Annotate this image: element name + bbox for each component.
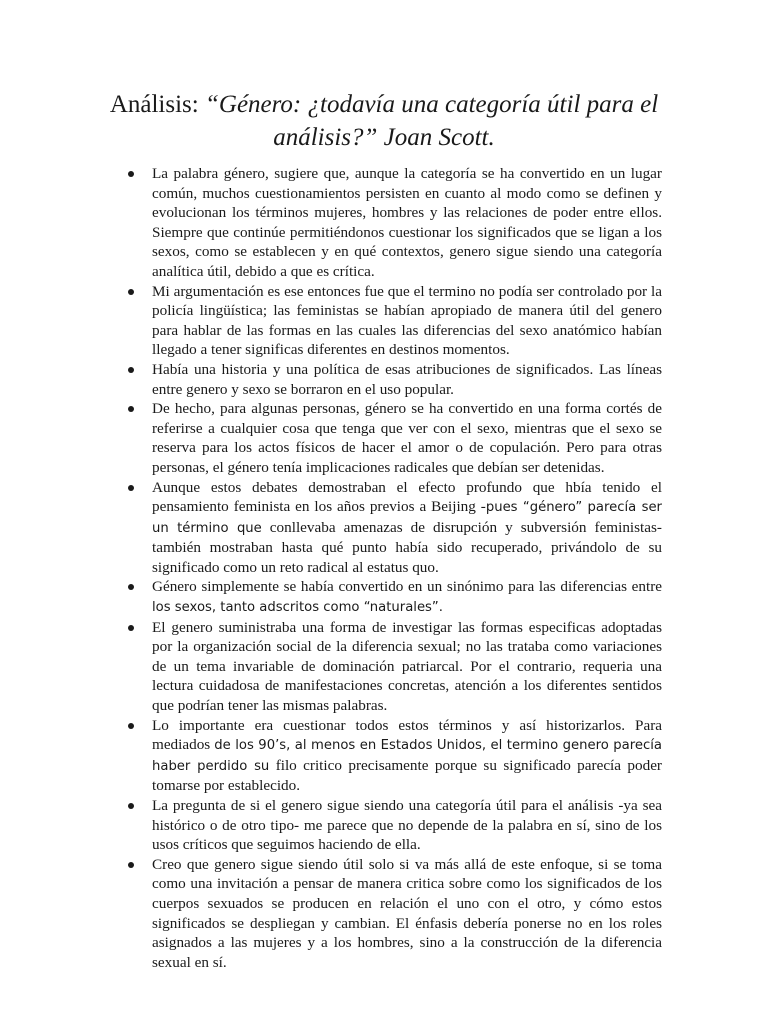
bullet-item	[152, 796, 662, 855]
bullet-text: Lo importante era cuestionar todos estos términos y así historizarlos. Para mediados	[152, 716, 662, 754]
bullet-item	[152, 618, 662, 716]
title-italic: “Género: ¿todavía una categoría útil para el análisis?” Joan Scott.	[204, 91, 659, 151]
bullet-item	[152, 855, 662, 973]
bullet-text: Había una historia y una política de esas atribuciones de significados. Las líneas entre genero y sexo se borraron en el uso popular.	[152, 360, 662, 398]
bullet-item	[152, 282, 662, 360]
bullet-text-alt-font: de los 90’s, al menos en Estados Unidos, el termino genero parecía haber perdido su	[152, 738, 662, 774]
bullet-text: filo critico precisamente porque su significado parecía poder tomarse por establecido.	[152, 756, 662, 795]
bullet-text: Aunque estos debates demostraban el efecto profundo que hbía tenido el pensamiento feminista en los años previos a Beijing -	[152, 478, 662, 516]
bullet-text-alt-font: pues “género” parecía ser un término que	[152, 500, 662, 536]
bullet-list	[152, 164, 662, 972]
bullet-item	[152, 577, 662, 617]
bullet-text: De hecho, para algunas personas, género se ha convertido en una forma cortés de referirse a cualquier cosa que tenga que ver con el sexo, mientras que el sexo se reserva para los actos físicos de hacer el amor o de copulación. Pero para otras personas, el género tenía implicaciones radicales que debían ser detenidas.	[152, 400, 662, 476]
bullet-item	[152, 716, 662, 796]
title-plain: Análisis:	[109, 91, 205, 118]
bullet-text: conllevaba amenazas de disrupción y subversión feministas- también mostraban hasta qué punto había sido recuperado, privándolo de su significado como un reto radical al estatus quo.	[152, 518, 662, 576]
bullet-text: El genero suministraba una forma de investigar las formas especificas adoptadas por la organización social de la diferencia sexual; no las trataba como variaciones de un tema invariable de dominación patriarcal. Por el contrario, requeria una lectura cuidadosa de manifestaciones concretas, atención a los diferentes sentidos que podrían tener las mismas palabras.	[152, 618, 662, 715]
bullet-text: La palabra género, sugiere que, aunque la categoría se ha convertido en un lugar común, muchos cuestionamientos persisten en cuanto al modo como se definen y evolucionan los términos mujeres, hombres y las relaciones de poder entre ellos. Siempre que continúe permitiéndonos cuestionar los significados que se ligan a los sexos, como se establecen y en qué contextos, genero sigue siendo una categoría analítica útil, debido a que es crítica.	[152, 165, 662, 280]
bullet-item	[152, 164, 662, 282]
bullet-text: La pregunta de si el genero sigue siendo una categoría útil para el análisis -ya sea histórico o de otro tipo- me parece que no depende de la palabra en sí, sino de los usos críticos que seguimos haciendo de ella.	[152, 797, 662, 854]
bullet-item	[152, 360, 662, 399]
bullet-text: Género simplemente se había convertido en un sinónimo para las diferencias entre	[152, 578, 662, 596]
bullet-item	[152, 478, 662, 578]
bullet-item	[152, 399, 662, 477]
bullet-text-alt-font: los sexos, tanto adscritos como “naturales”.	[152, 600, 443, 616]
bullet-text: Mi argumentación es ese entonces fue que el termino no podía ser controlado por la policía lingüística; las feministas se habían apropiado de manera útil del genero para hablar de las formas en las cuales las diferencias del sexo anatómico habían llegado a tener significas diferentes en destinos momentos.	[152, 282, 662, 359]
document-title	[92, 88, 676, 154]
bullet-text: Creo que genero sigue siendo útil solo si va más allá de este enfoque, si se toma como una invitación a pensar de manera critica sobre como los significados de los cuerpos sexuados se producen en relación el uno con el otro, y cómo estos significados se despliegan y cambian. El énfasis debería ponerse no en los roles asignados a las mujeres y a los hombres, sino a la construcción de la diferencia sexual en sí.	[152, 855, 662, 971]
